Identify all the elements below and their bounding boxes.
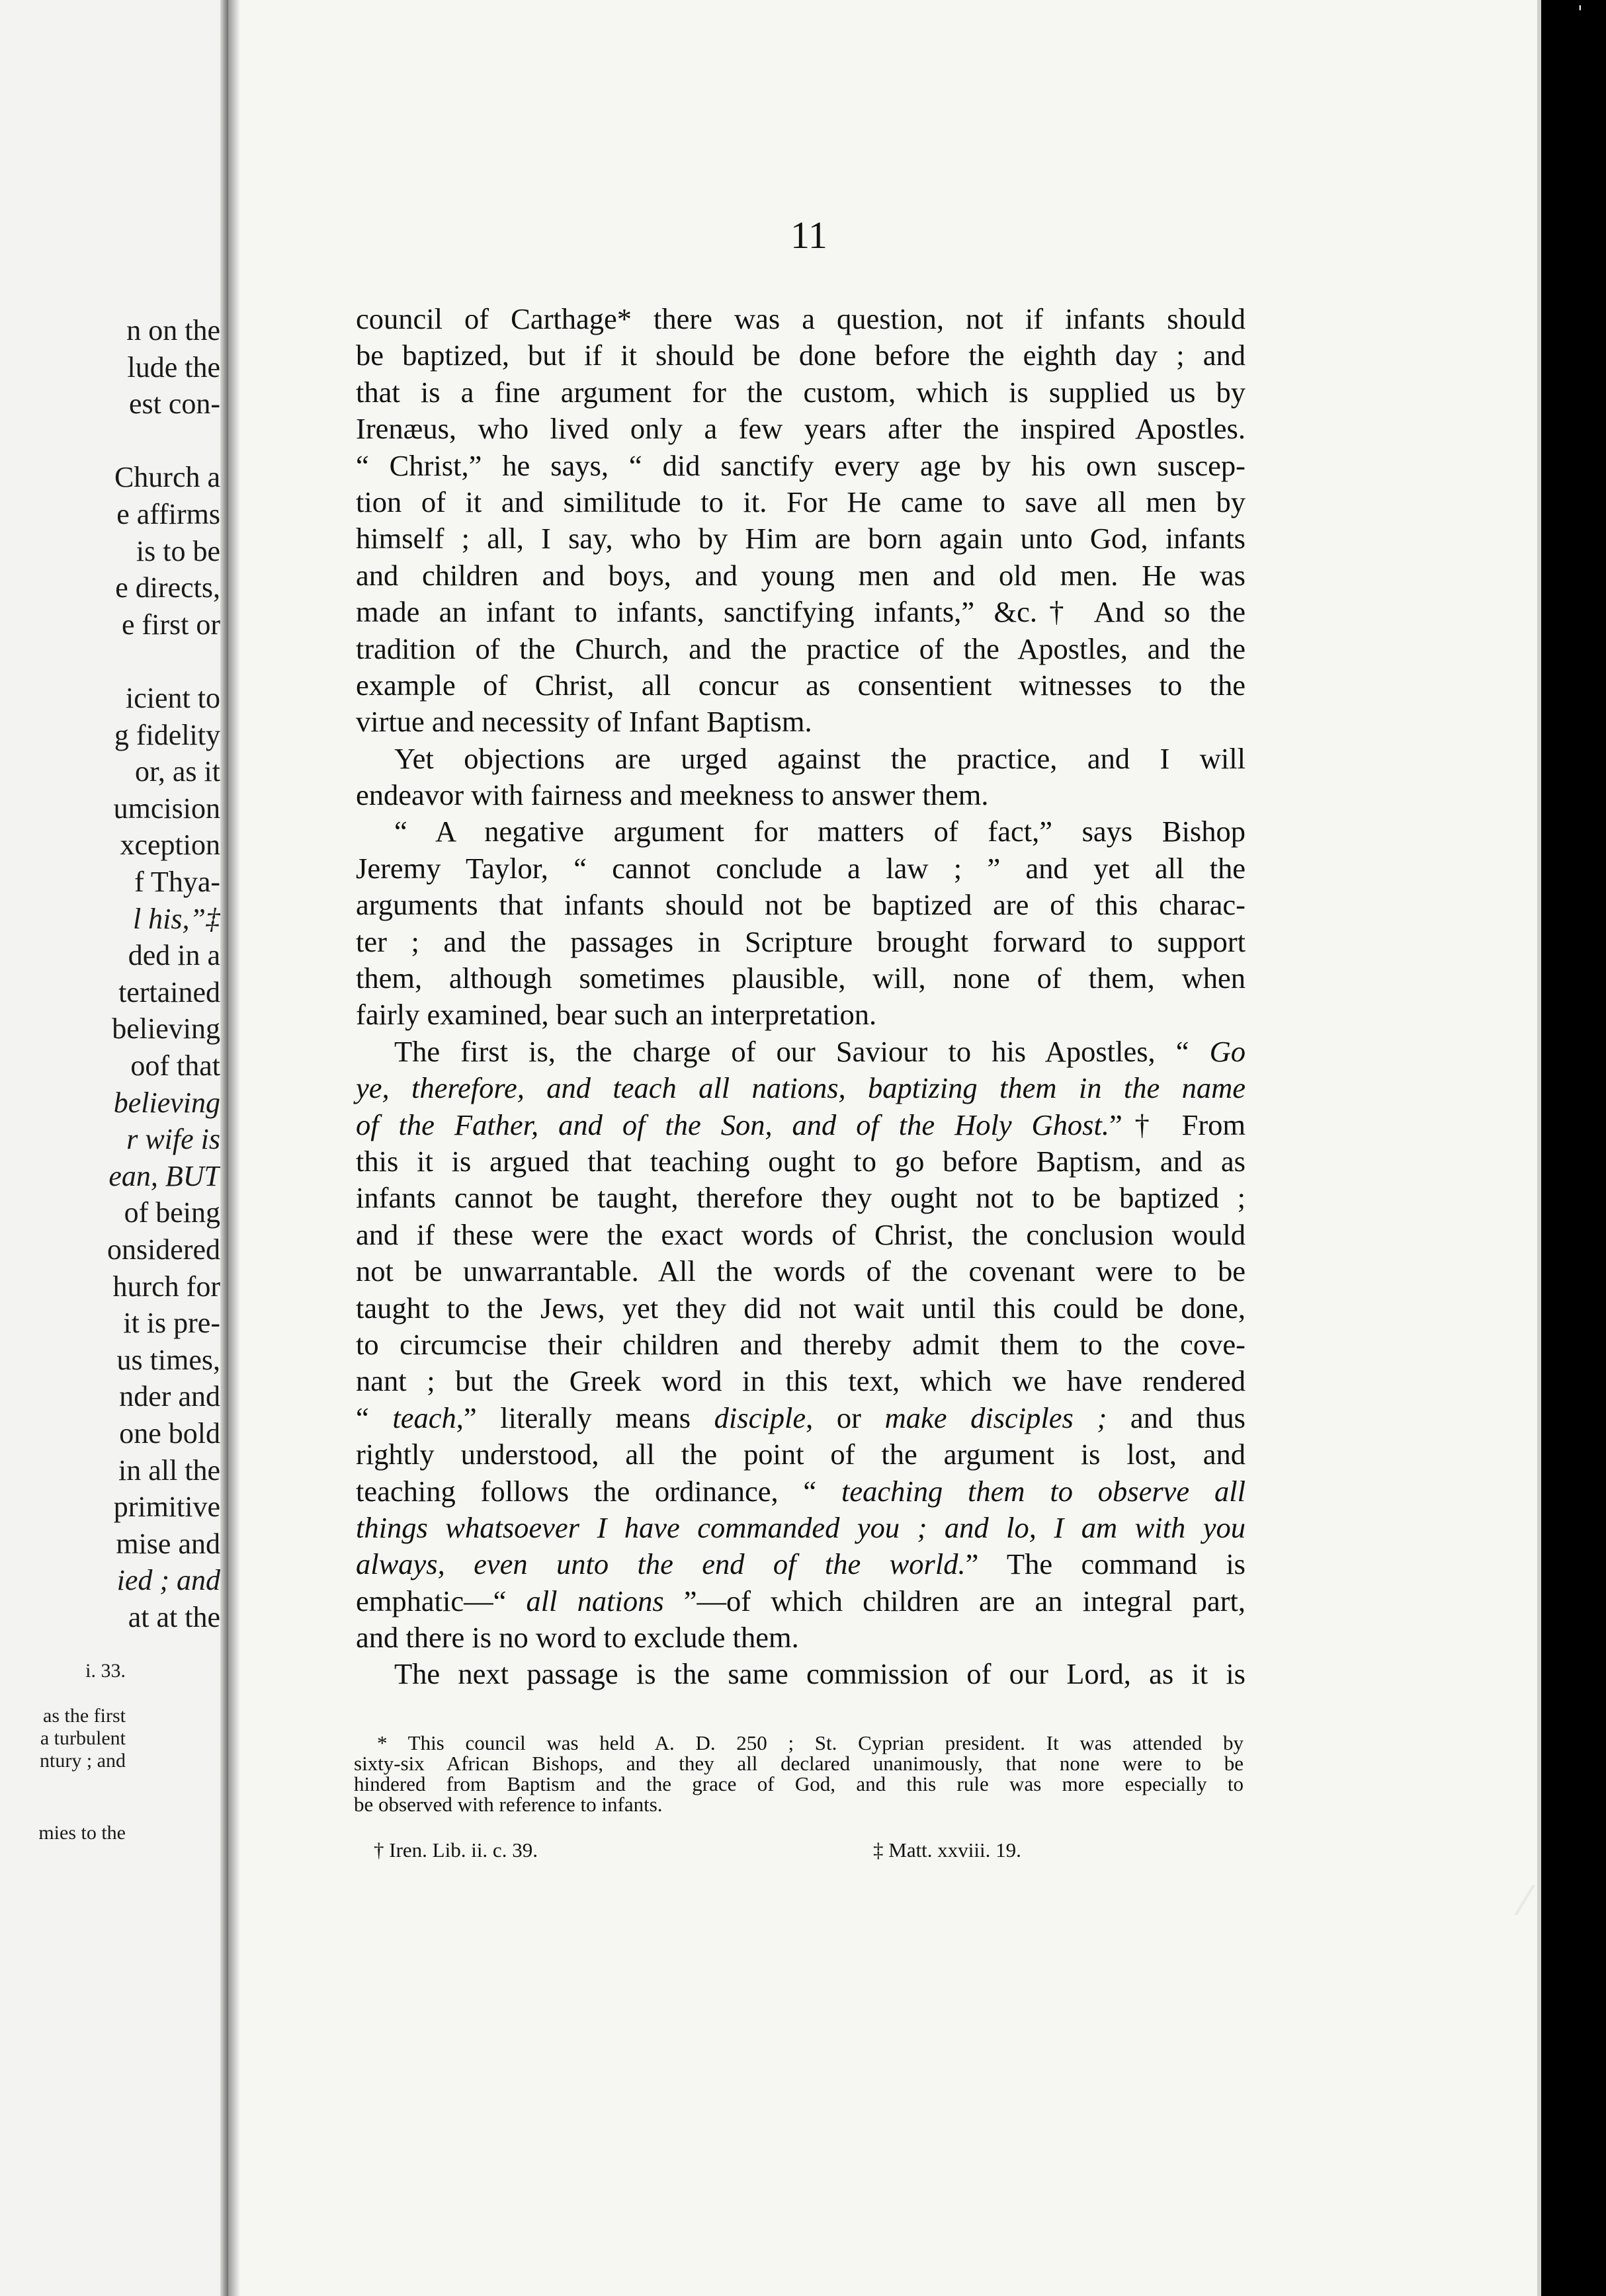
- left-page-line: us times,: [116, 1343, 220, 1376]
- body-line: of the Father, and of the Son, and of the Holy Ghost.”† From: [356, 1108, 1246, 1141]
- left-page-line: believing: [113, 1086, 220, 1119]
- left-page-line: Church a: [114, 461, 220, 494]
- body-line: himself ; all, I say, who by Him are born again unto God, infants: [356, 522, 1246, 555]
- scan-mark-scratch: ⁄: [1521, 1878, 1529, 1924]
- left-page-footnote-line: i. 33.: [85, 1660, 126, 1682]
- left-page-line: is to be: [136, 534, 220, 567]
- body-line: emphatic—“ all nations ”—of which children are an integral part,: [356, 1584, 1246, 1618]
- left-page-line: icient to: [126, 682, 220, 714]
- body-line: this it is argued that teaching ought to go before Baptism, and as: [356, 1144, 1246, 1178]
- body-text: [356, 301, 1246, 1693]
- body-line: council of Carthage* there was a question, not if infants should: [356, 302, 1246, 335]
- body-line: taught to the Jews, yet they did not wait until this could be done,: [356, 1291, 1246, 1325]
- body-line: virtue and necessity of Infant Baptism.: [356, 705, 812, 739]
- left-page-line: xception: [120, 829, 220, 862]
- body-line: fairly examined, bear such an interpretation.: [356, 998, 877, 1032]
- body-line: ye, therefore, and teach all nations, baptizing them in the name: [356, 1071, 1246, 1105]
- left-page-line: at at the: [128, 1601, 220, 1633]
- body-line: ter ; and the passages in Scripture brought forward to support: [356, 924, 1246, 958]
- left-page-line: n on the: [126, 314, 220, 347]
- footnote-matthew: ‡ Matt. xxviii. 19.: [873, 1838, 1021, 1862]
- left-page-line: nder and: [119, 1380, 220, 1413]
- gutter-shadow: [228, 0, 240, 2296]
- scan-mark-top: ': [1578, 1, 1583, 23]
- body-line: them, although sometimes plausible, will, none of them, when: [356, 962, 1246, 995]
- body-line: Yet objections are urged against the practice, and I will: [394, 741, 1246, 775]
- body-line: and there is no word to exclude them.: [356, 1621, 799, 1655]
- left-page-footnote-line: as the first: [43, 1705, 126, 1727]
- body-line: infants cannot be taught, therefore they ought not to be baptized ;: [356, 1181, 1246, 1215]
- left-page-line: l his,”‡: [132, 902, 220, 935]
- body-line: Irenæus, who lived only a few years after the inspired Apostles.: [356, 412, 1246, 446]
- left-page-line: it is pre-: [123, 1307, 220, 1340]
- body-line: and children and boys, and young men and old men. He was: [356, 558, 1246, 592]
- left-page-line: e first or: [121, 608, 220, 641]
- left-page-line: in all the: [118, 1454, 220, 1487]
- footnote-line: * This council was held A. D. 250 ; St. Cyprian president. It was attended by: [377, 1731, 1244, 1754]
- left-page-line: r wife is: [126, 1123, 220, 1156]
- left-page-fragment: [0, 0, 228, 2296]
- footnote-irenaeus: † Iren. Lib. ii. c. 39.: [374, 1838, 538, 1862]
- body-line: always, even unto the end of the world.” The command is: [356, 1547, 1246, 1581]
- left-page-line: tertained: [118, 975, 220, 1008]
- left-page-footnote-line: mies to the: [38, 1822, 126, 1844]
- footnote-council-of-carthage: [354, 1733, 1244, 1815]
- body-line: endeavor with fairness and meekness to answer them.: [356, 778, 989, 812]
- left-page-footnote-line: a turbulent: [40, 1727, 126, 1749]
- left-page-line: hurch for: [112, 1270, 220, 1303]
- body-line: rightly understood, all the point of the argument is lost, and: [356, 1438, 1246, 1471]
- page-fold: [220, 0, 228, 2296]
- body-line: that is a fine argument for the custom, which is supplied us by: [356, 375, 1246, 409]
- left-page-line: primitive: [113, 1491, 220, 1524]
- left-page-footnote-line: ntury ; and: [40, 1750, 126, 1772]
- left-page-line: ean, BUT: [108, 1159, 220, 1192]
- body-line: teaching follows the ordinance, “ teaching them to observe all: [356, 1474, 1246, 1508]
- body-line: “ Christ,” he says, “ did sanctify every age by his own suscep-: [356, 448, 1246, 482]
- left-page-line: or, as it: [135, 755, 220, 788]
- body-line: not be unwarrantable. All the words of the covenant were to be: [356, 1254, 1246, 1288]
- body-line: “ teach,” literally means disciple, or make disciples ; and thus: [356, 1401, 1246, 1434]
- body-line: example of Christ, all concur as consentient witnesses to the: [356, 668, 1246, 702]
- left-page-line: of being: [124, 1196, 220, 1229]
- body-line: made an infant to infants, sanctifying infants,” &c.† And so the: [356, 595, 1246, 629]
- body-line: Jeremy Taylor, “ cannot conclude a law ; ” and yet all the: [356, 851, 1246, 885]
- body-line: “ A negative argument for matters of fact,” says Bishop: [394, 815, 1246, 848]
- left-page-line: f Thya-: [134, 866, 220, 898]
- left-page-line: lude the: [127, 350, 220, 384]
- left-page-line: est con-: [128, 388, 220, 421]
- page-edge: [1537, 0, 1541, 2296]
- left-page-line: oof that: [130, 1049, 220, 1082]
- left-page-line: e affirms: [116, 498, 220, 530]
- left-page-line: one bold: [119, 1417, 220, 1450]
- left-page-line: mise and: [116, 1527, 220, 1560]
- left-page-line: g fidelity: [114, 718, 220, 751]
- footnote-line: hindered from Baptism and the grace of God, and this rule was more especially to: [354, 1772, 1244, 1795]
- left-page-line: believing: [112, 1012, 220, 1046]
- body-line: be baptized, but if it should be done before the eighth day ; and: [356, 339, 1246, 372]
- body-line: to circumcise their children and thereby admit them to the cove-: [356, 1327, 1246, 1361]
- page-number: 11: [790, 214, 827, 257]
- left-page-line: ied ; and: [116, 1564, 220, 1597]
- left-page-line: umcision: [113, 792, 220, 825]
- footnote-line: be observed with reference to infants.: [354, 1793, 663, 1816]
- left-page-line: e directs,: [115, 571, 220, 604]
- footnote-line: sixty-six African Bishops, and they all declared unanimously, that none were to be: [354, 1752, 1244, 1775]
- body-line: tradition of the Church, and the practice of the Apostles, and the: [356, 632, 1246, 665]
- body-line: and if these were the exact words of Christ, the conclusion would: [356, 1217, 1246, 1251]
- body-line: nant ; but the Greek word in this text, which we have rendered: [356, 1364, 1246, 1398]
- body-line: arguments that infants should not be baptized are of this charac-: [356, 888, 1246, 922]
- body-line: things whatsoever I have commanded you ; and lo, I am with you: [356, 1510, 1246, 1544]
- left-page-line: ded in a: [128, 939, 220, 972]
- body-line: The first is, the charge of our Saviour to his Apostles, “ Go: [394, 1034, 1246, 1068]
- body-line: tion of it and similitude to it. For He came to save all men by: [356, 485, 1246, 518]
- body-line: The next passage is the same commission of our Lord, as it is: [394, 1657, 1246, 1691]
- left-page-line: onsidered: [106, 1233, 220, 1266]
